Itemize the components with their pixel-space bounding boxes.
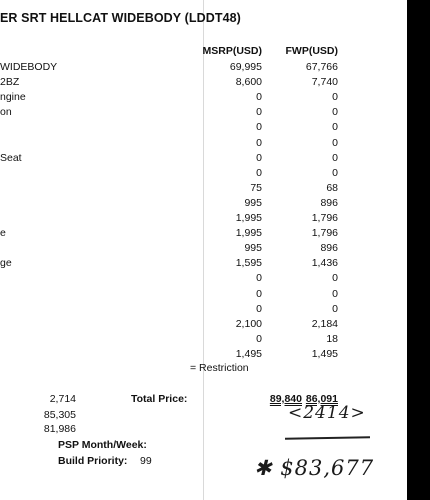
summary-left-value-3: 81,986 — [43, 423, 76, 435]
restriction-note: = Restriction — [190, 362, 249, 374]
table-row — [0, 61, 407, 76]
row-fwp-value: 0 — [332, 106, 338, 119]
psp-month-week-label: PSP Month/Week: — [58, 439, 147, 451]
row-msrp-value: 0 — [256, 302, 262, 315]
row-fwp-value: 2,184 — [311, 317, 338, 330]
row-fwp-value: 0 — [332, 121, 338, 134]
row-msrp-value: 0 — [256, 136, 262, 149]
row-fwp-value: 1,796 — [311, 212, 338, 224]
row-label: 2BZ — [0, 76, 20, 89]
row-msrp-value: 8,600 — [235, 76, 262, 89]
row-fwp-value: 0 — [332, 272, 338, 285]
row-label: WIDEBODY — [0, 61, 58, 73]
row-fwp-value: 7,740 — [311, 76, 338, 89]
build-priority-value: 99 — [140, 455, 152, 467]
row-msrp-value: 0 — [256, 332, 262, 345]
table-row — [0, 152, 407, 167]
row-msrp-value: 995 — [244, 196, 262, 209]
fwp-column-header: FWP(USD) — [285, 45, 338, 57]
table-row — [0, 348, 407, 363]
row-msrp-value: 0 — [256, 151, 262, 164]
table-row — [0, 212, 407, 227]
row-msrp-value: 1,995 — [235, 227, 262, 240]
build-priority-label: Build Priority: — [58, 455, 128, 467]
total-fwp-value: 86,091 — [305, 393, 338, 405]
table-row — [0, 91, 407, 106]
row-fwp-value: 1,495 — [311, 347, 338, 360]
table-row — [0, 106, 407, 121]
row-label: ngine — [0, 91, 26, 104]
table-row — [0, 76, 407, 91]
table-row — [0, 303, 407, 318]
total-msrp-value: 89,840 — [269, 393, 302, 405]
row-msrp-value: 2,100 — [235, 317, 262, 330]
summary-left-value-2: 85,305 — [43, 409, 76, 421]
row-fwp-value: 0 — [332, 136, 338, 149]
row-fwp-value: 67,766 — [305, 61, 338, 73]
summary-left-value-1: 2,714 — [49, 393, 76, 405]
row-msrp-value: 1,595 — [235, 257, 262, 270]
row-msrp-value: 0 — [256, 272, 262, 285]
table-row — [0, 318, 407, 333]
table-row — [0, 121, 407, 136]
row-fwp-value: 0 — [332, 91, 338, 104]
row-label: Seat — [0, 151, 22, 164]
row-label: e — [0, 227, 6, 240]
row-msrp-value: 69,995 — [229, 61, 262, 73]
row-label: on — [0, 106, 12, 119]
row-fwp-value: 1,436 — [311, 257, 338, 270]
msrp-column-header: MSRP(USD) — [202, 45, 262, 57]
row-msrp-value: 1,995 — [235, 212, 262, 224]
row-fwp-value: 0 — [332, 302, 338, 315]
table-row — [0, 197, 407, 212]
row-msrp-value: 75 — [250, 181, 262, 194]
row-msrp-value: 0 — [256, 166, 262, 179]
handwritten-note-1: <2414> — [288, 403, 366, 423]
table-row — [0, 257, 407, 272]
row-msrp-value: 0 — [256, 91, 262, 104]
table-row — [0, 227, 407, 242]
row-fwp-value: 896 — [320, 196, 338, 209]
row-fwp-value: 0 — [332, 166, 338, 179]
scan-edge — [407, 0, 430, 500]
row-fwp-value: 18 — [326, 332, 338, 345]
row-msrp-value: 0 — [256, 106, 262, 119]
handwritten-note-2: ✱ $83,677 — [254, 456, 375, 480]
row-fwp-value: 0 — [332, 287, 338, 300]
row-msrp-value: 0 — [256, 287, 262, 300]
row-fwp-value: 1,796 — [311, 227, 338, 240]
row-msrp-value: 0 — [256, 121, 262, 134]
table-row — [0, 242, 407, 257]
table-row — [0, 182, 407, 197]
table-row — [0, 167, 407, 182]
row-fwp-value: 0 — [332, 151, 338, 164]
total-price-label: Total Price: — [131, 393, 188, 405]
handwritten-underline — [285, 436, 370, 439]
table-row — [0, 288, 407, 303]
row-fwp-value: 68 — [326, 181, 338, 194]
document-title: ER SRT HELLCAT WIDEBODY (LDDT48) — [0, 11, 241, 25]
table-row — [0, 272, 407, 287]
row-label: ge — [0, 257, 12, 270]
table-row — [0, 137, 407, 152]
table-row — [0, 333, 407, 348]
row-fwp-value: 896 — [320, 242, 338, 255]
row-msrp-value: 1,495 — [235, 347, 262, 360]
row-msrp-value: 995 — [244, 242, 262, 255]
